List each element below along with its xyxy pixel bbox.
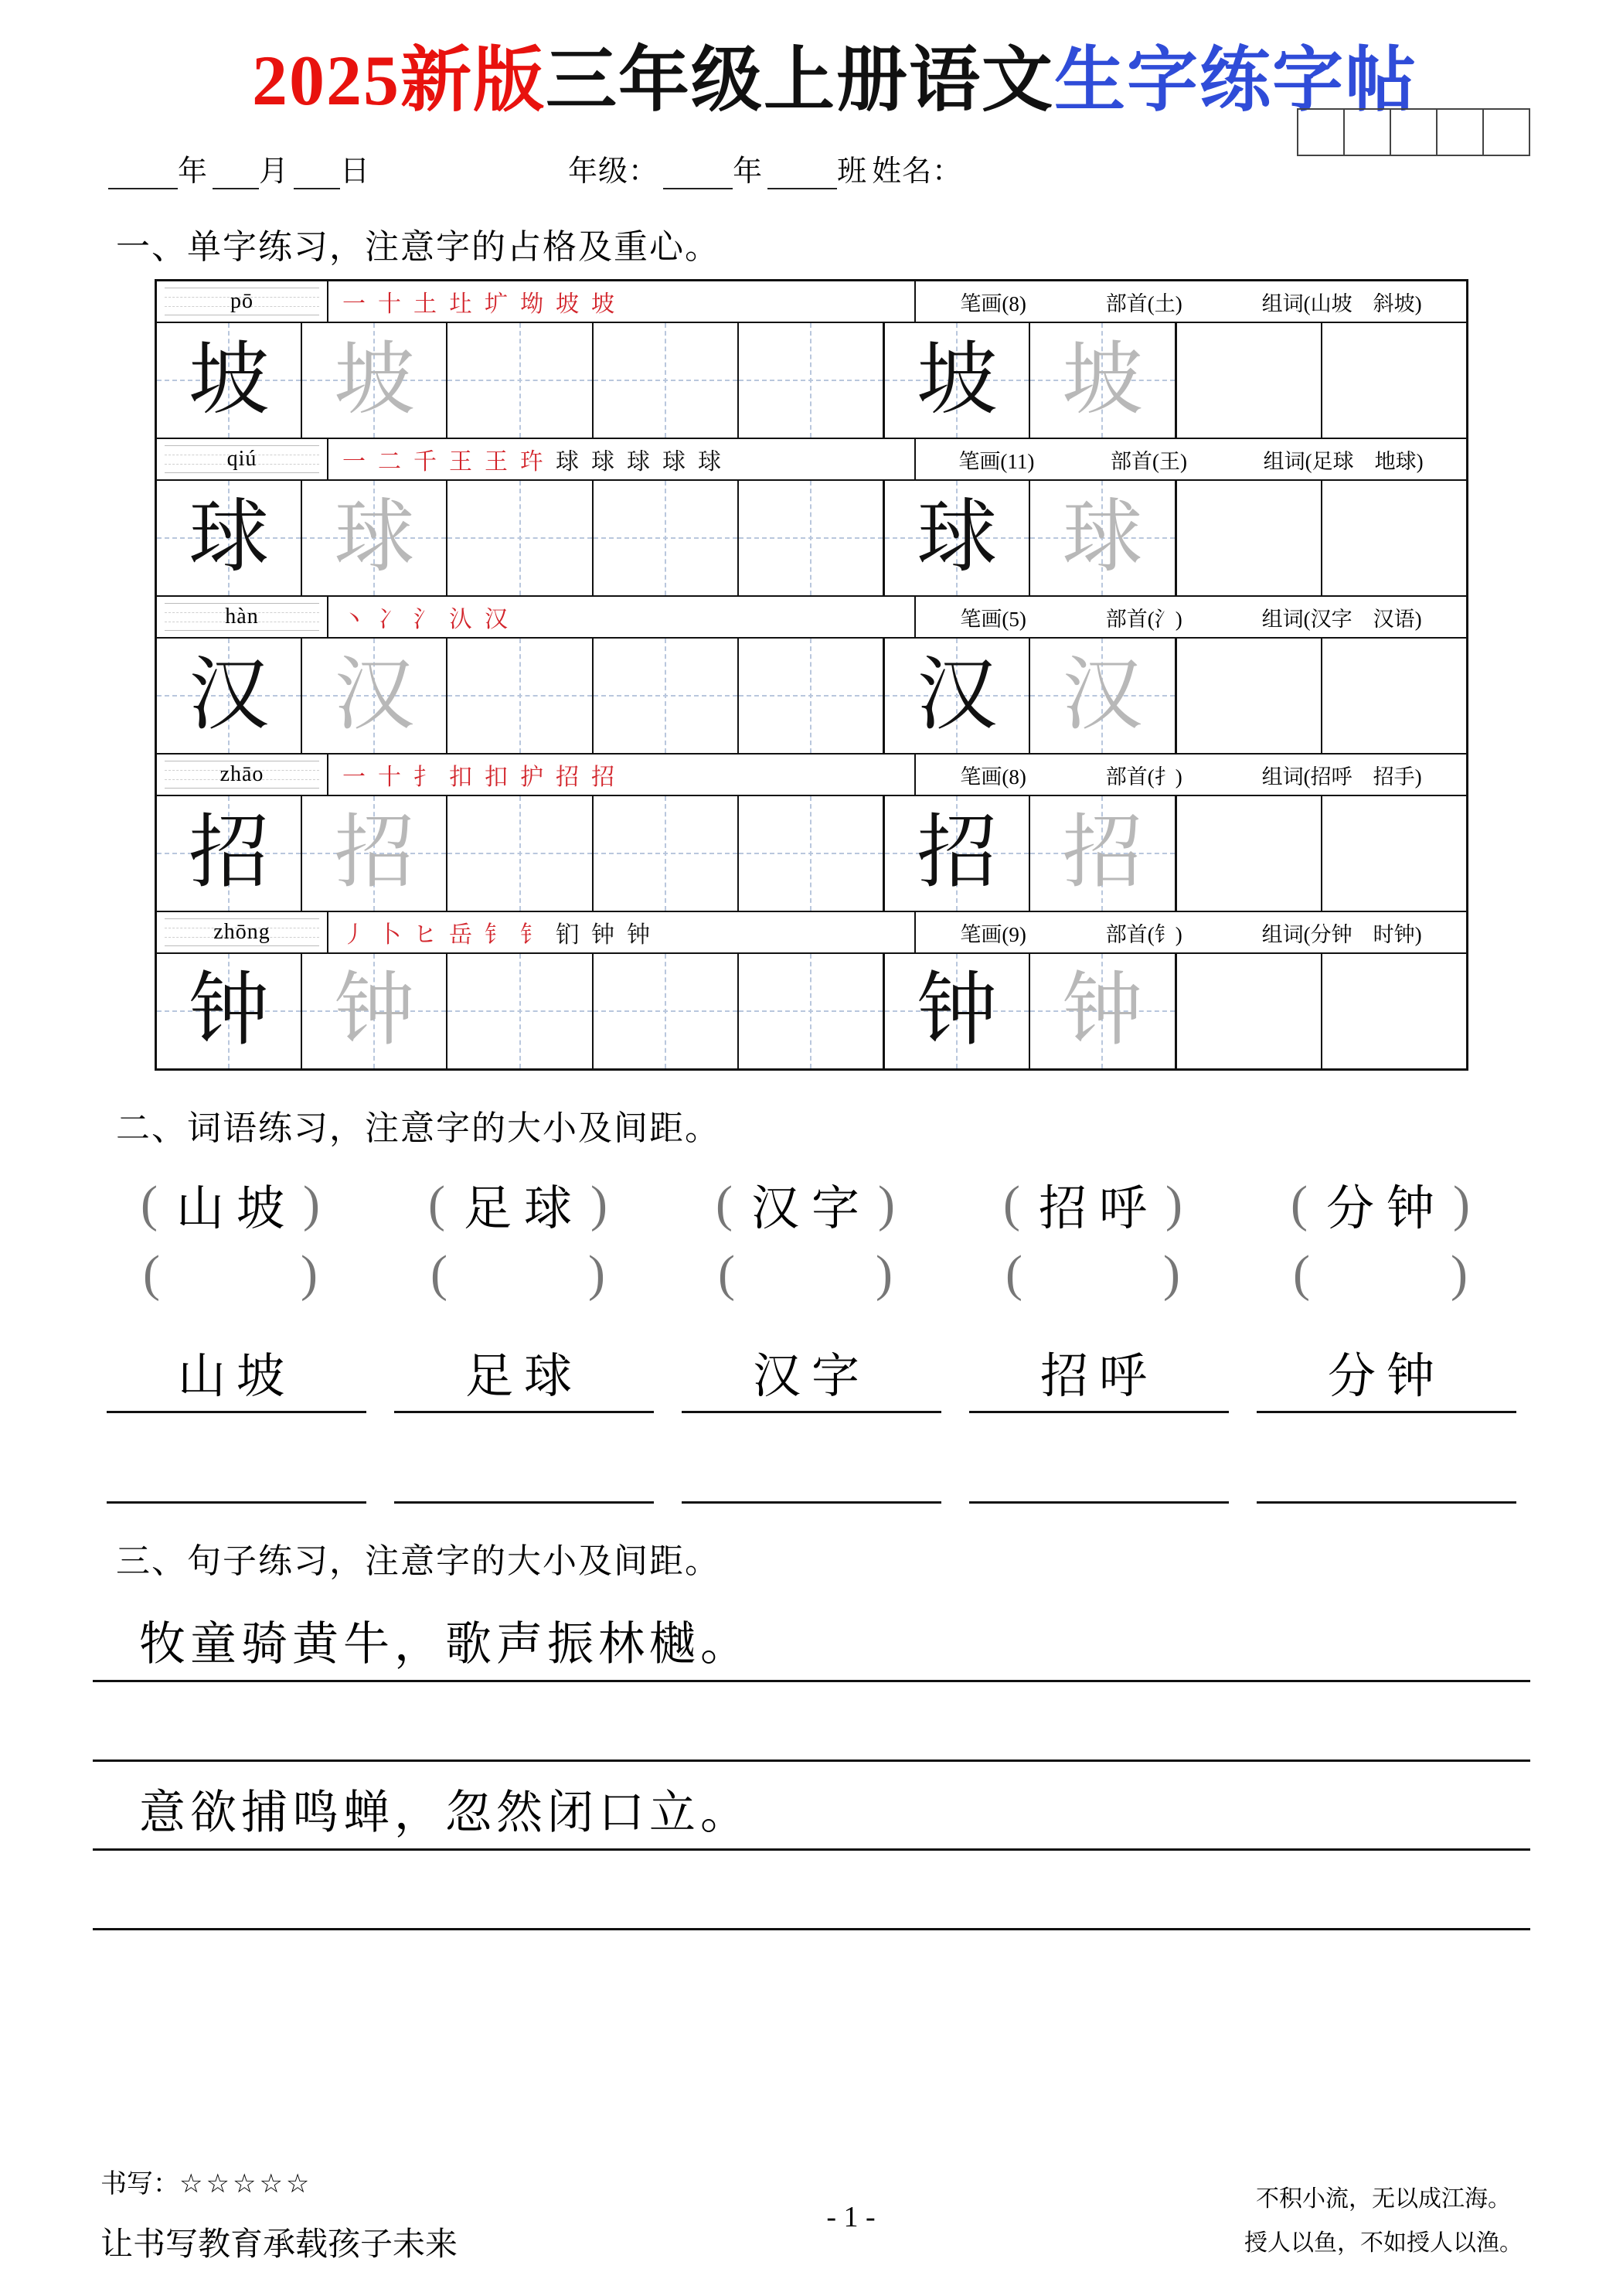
bracket-left-icon: (	[1003, 1175, 1033, 1232]
word-text: 汉字	[750, 1183, 872, 1235]
grid-cell-blank[interactable]	[594, 481, 739, 595]
stroke-order-cell	[328, 597, 916, 637]
pinyin-text: hàn	[225, 605, 259, 629]
grid-cell-blank[interactable]	[1322, 639, 1466, 753]
stroke-count-label: 笔画(8)	[960, 765, 1026, 789]
grid-cell-blank[interactable]	[1322, 323, 1466, 438]
model-character: 球	[189, 493, 270, 582]
stroke-step: 丶	[342, 607, 366, 632]
stroke-order-cell	[328, 281, 916, 322]
stroke-step: 岳	[449, 922, 472, 948]
footer-left	[100, 2162, 458, 2265]
word-write-column[interactable]	[1257, 1337, 1516, 1413]
sentence-text: 牧童骑黄牛，歌声振林樾。	[139, 1619, 751, 1670]
stroke-step: 丿	[342, 922, 366, 948]
word-write-column[interactable]	[682, 1337, 941, 1413]
stroke-step: 汄	[449, 607, 472, 632]
stroke-step: 球	[698, 449, 721, 475]
page-number: - 1 -	[826, 2201, 876, 2233]
write-line	[107, 1501, 366, 1504]
section-two-heading: 二、词语练习，注意字的大小及间距。	[116, 1109, 720, 1147]
word-row-blank[interactable]	[0, 1238, 1623, 1310]
date-month-blank[interactable]	[213, 188, 259, 189]
name-box[interactable]	[1343, 108, 1391, 156]
stroke-step: 扌	[413, 765, 437, 790]
character-grid-row	[157, 954, 1466, 1068]
model-character: 球	[917, 493, 998, 582]
model-character: 招	[189, 809, 270, 898]
stroke-step: 王	[485, 449, 508, 475]
stroke-step: 钟	[591, 922, 614, 948]
character-grid-row	[157, 796, 1466, 911]
character-block	[157, 597, 1466, 755]
stroke-step: 十	[378, 291, 401, 317]
write-line	[394, 1411, 654, 1413]
stroke-step: 球	[556, 449, 579, 475]
word-row-write	[0, 1337, 1623, 1413]
stroke-count-label: 笔画(5)	[960, 607, 1026, 631]
grid-cell-model[interactable]	[157, 954, 302, 1068]
bracket-right-icon: )	[303, 1175, 332, 1232]
word-write-column-blank[interactable]	[1257, 1441, 1516, 1504]
title-part-blue: 生字练字帖	[1054, 41, 1418, 120]
name-box[interactable]	[1436, 108, 1484, 156]
grid-cell-blank[interactable]	[739, 954, 885, 1068]
words-label: 组词(分钟 时钟)	[1261, 922, 1422, 946]
stroke-step: 钔	[556, 922, 579, 948]
bracket-right-icon: )	[1453, 1175, 1482, 1232]
word-text: 足球	[463, 1183, 584, 1235]
bracket-left-icon: (	[428, 1175, 458, 1232]
radical-label: 部首(氵)	[1105, 607, 1182, 631]
grid-cell-blank[interactable]	[1177, 481, 1322, 595]
character-info-cell	[916, 439, 1466, 479]
radical-label: 部首(钅)	[1105, 922, 1182, 946]
grid-cell-blank[interactable]	[739, 323, 885, 438]
grid-cell-blank[interactable]	[447, 639, 593, 753]
write-line	[682, 1411, 941, 1413]
section-one-heading: 一、单字练习，注意字的占格及重心。	[116, 228, 720, 266]
stroke-step: 扣	[449, 765, 472, 790]
stroke-count-label: 笔画(8)	[960, 291, 1026, 315]
bracket-right-icon: )	[1165, 1175, 1195, 1232]
character-info-cell	[916, 597, 1466, 637]
grid-cell-model[interactable]	[885, 481, 1030, 595]
word-write-column-blank[interactable]	[107, 1441, 366, 1504]
word-row-write-blank	[0, 1441, 1623, 1504]
trace-character: 球	[334, 493, 415, 582]
name-label: 姓名：	[872, 155, 963, 188]
bracket-left-icon: (	[1293, 1245, 1322, 1302]
bracket-left-icon: (	[430, 1245, 460, 1302]
write-line	[969, 1501, 1229, 1504]
grid-cell-blank[interactable]	[594, 639, 739, 753]
stroke-step: 十	[378, 765, 401, 790]
character-info-cell	[916, 912, 1466, 952]
stroke-count-label: 笔画(9)	[960, 922, 1026, 946]
bracket-right-icon: )	[590, 1175, 620, 1232]
stroke-step: 钟	[627, 922, 650, 948]
model-character: 汉	[917, 651, 998, 740]
word-item-blank[interactable]	[718, 1238, 905, 1310]
grid-cell-blank[interactable]	[1177, 639, 1322, 753]
footer-slogan: 让书写教育承载孩子未来	[100, 2226, 458, 2262]
model-character: 坡	[917, 336, 998, 424]
word-write-column[interactable]	[969, 1337, 1229, 1413]
radical-label: 部首(王)	[1110, 449, 1187, 473]
bracket-left-icon: (	[718, 1245, 747, 1302]
stroke-step: 钅	[485, 922, 508, 948]
character-info-cell	[916, 755, 1466, 795]
class-label: 班	[837, 155, 868, 188]
grid-cell-trace[interactable]	[1030, 481, 1176, 595]
stroke-step: 氵	[413, 607, 437, 632]
name-box[interactable]	[1482, 108, 1530, 156]
title-part-red: 2025新版	[251, 41, 546, 120]
radical-label: 部首(扌)	[1105, 765, 1182, 789]
stroke-step: 冫	[378, 607, 401, 632]
write-line	[107, 1411, 366, 1413]
date-year-label: 年	[178, 155, 209, 188]
bracket-right-icon: )	[301, 1245, 330, 1302]
stroke-step: 汉	[485, 607, 508, 632]
radical-label: 部首(土)	[1105, 291, 1182, 315]
stroke-step: 球	[662, 449, 686, 475]
word-write-column-blank[interactable]	[969, 1441, 1229, 1504]
stroke-step: 一	[342, 449, 366, 475]
model-character: 招	[917, 809, 998, 898]
stroke-order-cell	[328, 912, 916, 952]
page-footer	[0, 2162, 1623, 2265]
stroke-step: 圵	[449, 291, 472, 317]
grade-label: 年级：	[568, 155, 659, 188]
word-text: 山坡	[177, 1351, 295, 1403]
character-meta-row	[157, 281, 1466, 323]
character-info-cell	[916, 281, 1466, 322]
grid-cell-blank[interactable]	[1177, 323, 1322, 438]
word-item	[1291, 1170, 1482, 1238]
sentence-row[interactable]	[93, 1593, 1530, 1682]
grid-cell-blank[interactable]	[447, 796, 593, 911]
stroke-step: 土	[413, 291, 437, 317]
star-rating-icon[interactable]: ☆☆☆☆☆	[179, 2170, 313, 2199]
character-meta-row	[157, 912, 1466, 954]
character-grid-row	[157, 481, 1466, 595]
page-title	[252, 23, 1417, 125]
date-month-label: 月	[259, 155, 290, 188]
pinyin-cell	[157, 439, 328, 479]
name-box[interactable]	[1297, 108, 1345, 156]
motto-line-1: 不积小流，无以成江海。	[1255, 2186, 1511, 2212]
stroke-step: 钅	[520, 922, 543, 948]
grid-cell-model[interactable]	[885, 639, 1030, 753]
word-text: 山坡	[175, 1183, 297, 1235]
grid-cell-trace[interactable]	[302, 323, 447, 438]
bracket-right-icon: )	[1163, 1245, 1193, 1302]
bracket-right-icon: )	[588, 1245, 618, 1302]
name-boxes[interactable]	[1298, 108, 1530, 156]
grid-cell-model[interactable]	[157, 796, 302, 911]
grid-cell-blank[interactable]	[1177, 796, 1322, 911]
stroke-step: 球	[627, 449, 650, 475]
character-block	[157, 912, 1466, 1068]
grid-cell-blank[interactable]	[1322, 954, 1466, 1068]
stroke-step: 卜	[378, 922, 401, 948]
pinyin-text: qiú	[226, 447, 257, 471]
writing-rating-label: 书写：	[100, 2170, 179, 2199]
word-item	[428, 1170, 620, 1238]
write-line	[682, 1501, 941, 1504]
trace-character: 招	[334, 809, 415, 898]
word-text: 分钟	[1325, 1183, 1447, 1235]
stroke-step: 招	[591, 765, 614, 790]
bracket-right-icon: )	[876, 1245, 905, 1302]
model-character: 钟	[917, 966, 998, 1055]
character-practice-table	[155, 279, 1468, 1071]
stroke-count-label: 笔画(11)	[958, 449, 1035, 473]
bracket-left-icon: (	[143, 1245, 172, 1302]
stroke-step: 一	[342, 765, 366, 790]
grid-cell-blank[interactable]	[1322, 481, 1466, 595]
character-block	[157, 755, 1466, 912]
date-year-blank[interactable]	[108, 188, 178, 189]
sentence-row[interactable]	[93, 1762, 1530, 1851]
stroke-step: 千	[413, 449, 437, 475]
word-practice	[0, 1170, 1623, 1504]
stroke-step: 王	[449, 449, 472, 475]
model-character: 坡	[189, 336, 270, 424]
word-item	[141, 1170, 332, 1238]
trace-character: 球	[1062, 493, 1143, 582]
word-item-blank[interactable]	[143, 1238, 330, 1310]
pinyin-text: pō	[230, 289, 253, 313]
stroke-step: 圹	[485, 291, 508, 317]
write-line	[394, 1501, 654, 1504]
grid-cell-blank[interactable]	[1322, 796, 1466, 911]
page-header	[0, 0, 1623, 125]
motto-line-2: 授人以鱼，不如授人以渔。	[1244, 2230, 1523, 2256]
word-item	[1003, 1170, 1195, 1238]
grid-cell-model[interactable]	[885, 323, 1030, 438]
grid-cell-model[interactable]	[885, 954, 1030, 1068]
grid-cell-model[interactable]	[157, 323, 302, 438]
date-day-label: 日	[340, 155, 371, 188]
bracket-left-icon: (	[1291, 1175, 1320, 1232]
footer-motto	[1244, 2177, 1523, 2265]
trace-character: 坡	[334, 336, 415, 424]
pinyin-cell	[157, 597, 328, 637]
words-label: 组词(汉字 汉语)	[1261, 607, 1422, 631]
grid-cell-blank[interactable]	[739, 481, 885, 595]
section-three-heading: 三、句子练习，注意字的大小及间距。	[116, 1542, 720, 1580]
stroke-step: ヒ	[413, 922, 437, 948]
grid-cell-blank[interactable]	[739, 639, 885, 753]
write-line	[1257, 1411, 1516, 1413]
pinyin-text: zhōng	[213, 920, 270, 944]
model-character: 汉	[189, 651, 270, 740]
date-day-blank[interactable]	[294, 188, 340, 189]
sentence-text: 意欲捕鸣蝉，忽然闭口立。	[139, 1787, 751, 1838]
pinyin-text: zhāo	[219, 762, 264, 786]
grid-cell-blank[interactable]	[447, 954, 593, 1068]
word-write-column-blank[interactable]	[682, 1441, 941, 1504]
bracket-left-icon: (	[1005, 1245, 1035, 1302]
bracket-right-icon: )	[1451, 1245, 1480, 1302]
write-line	[969, 1411, 1229, 1413]
write-line	[1257, 1501, 1516, 1504]
character-meta-row	[157, 439, 1466, 481]
stroke-step: 坳	[520, 291, 543, 317]
name-box[interactable]	[1390, 108, 1438, 156]
words-label: 组词(足球 地球)	[1263, 449, 1424, 473]
trace-character: 汉	[334, 651, 415, 740]
grid-cell-trace[interactable]	[1030, 639, 1176, 753]
stroke-order-cell	[328, 755, 916, 795]
word-write-column[interactable]	[394, 1337, 654, 1413]
stroke-step: 招	[556, 765, 579, 790]
grid-cell-blank[interactable]	[594, 954, 739, 1068]
trace-character: 汉	[1062, 651, 1143, 740]
grid-cell-model[interactable]	[157, 639, 302, 753]
word-write-column-blank[interactable]	[394, 1441, 654, 1504]
bracket-right-icon: )	[878, 1175, 907, 1232]
grade-year-label: 年	[733, 155, 764, 188]
pinyin-cell	[157, 755, 328, 795]
stroke-step: 玝	[520, 449, 543, 475]
stroke-step: 护	[520, 765, 543, 790]
word-item	[716, 1170, 907, 1238]
words-label: 组词(招呼 招手)	[1261, 765, 1422, 789]
word-write-column[interactable]	[107, 1337, 366, 1413]
word-text: 招呼	[1039, 1351, 1158, 1403]
grid-cell-trace[interactable]	[1030, 323, 1176, 438]
grid-cell-trace[interactable]	[1030, 796, 1176, 911]
grid-cell-blank[interactable]	[447, 481, 593, 595]
trace-character: 坡	[1062, 336, 1143, 424]
stroke-step: 坡	[591, 291, 614, 317]
sentence-practice	[93, 1593, 1530, 1930]
grid-cell-trace[interactable]	[1030, 954, 1176, 1068]
word-item-blank[interactable]	[430, 1238, 618, 1310]
sentence-line	[93, 1928, 1530, 1930]
stroke-step: 坡	[556, 291, 579, 317]
word-item-blank[interactable]	[1005, 1238, 1193, 1310]
sentence-row-blank[interactable]	[93, 1851, 1530, 1930]
bracket-left-icon: (	[716, 1175, 745, 1232]
grid-cell-trace[interactable]	[302, 481, 447, 595]
grid-cell-blank[interactable]	[594, 796, 739, 911]
stroke-step: 扣	[485, 765, 508, 790]
sentence-row-blank[interactable]	[93, 1682, 1530, 1762]
character-block	[157, 281, 1466, 439]
word-text: 招呼	[1038, 1183, 1159, 1235]
words-label: 组词(山坡 斜坡)	[1261, 291, 1422, 315]
title-part-black: 三年级上册语文	[545, 41, 1054, 120]
bracket-left-icon: (	[141, 1175, 170, 1232]
word-text: 汉字	[752, 1351, 870, 1403]
grid-cell-blank[interactable]	[447, 323, 593, 438]
word-text: 足球	[464, 1351, 583, 1403]
pinyin-cell	[157, 912, 328, 952]
trace-character: 钟	[1062, 966, 1143, 1055]
grid-cell-trace[interactable]	[302, 796, 447, 911]
grid-cell-model[interactable]	[885, 796, 1030, 911]
character-block	[157, 439, 1466, 597]
grid-cell-trace[interactable]	[302, 954, 447, 1068]
character-meta-row	[157, 597, 1466, 639]
grid-cell-model[interactable]	[157, 481, 302, 595]
grid-cell-trace[interactable]	[302, 639, 447, 753]
pinyin-cell	[157, 281, 328, 322]
character-grid-row	[157, 323, 1466, 438]
character-grid-row	[157, 639, 1466, 753]
stroke-order-cell	[328, 439, 916, 479]
word-row-model	[0, 1170, 1623, 1238]
stroke-step: 球	[591, 449, 614, 475]
stroke-step: 一	[342, 291, 366, 317]
word-text: 分钟	[1327, 1351, 1445, 1403]
trace-character: 钟	[334, 966, 415, 1055]
model-character: 钟	[189, 966, 270, 1055]
grade-blank[interactable]	[663, 188, 733, 189]
class-blank[interactable]	[767, 188, 837, 189]
character-meta-row	[157, 755, 1466, 796]
grid-cell-blank[interactable]	[1177, 954, 1322, 1068]
grid-cell-blank[interactable]	[739, 796, 885, 911]
grid-cell-blank[interactable]	[594, 323, 739, 438]
word-item-blank[interactable]	[1293, 1238, 1480, 1310]
stroke-step: 二	[378, 449, 401, 475]
trace-character: 招	[1062, 809, 1143, 898]
